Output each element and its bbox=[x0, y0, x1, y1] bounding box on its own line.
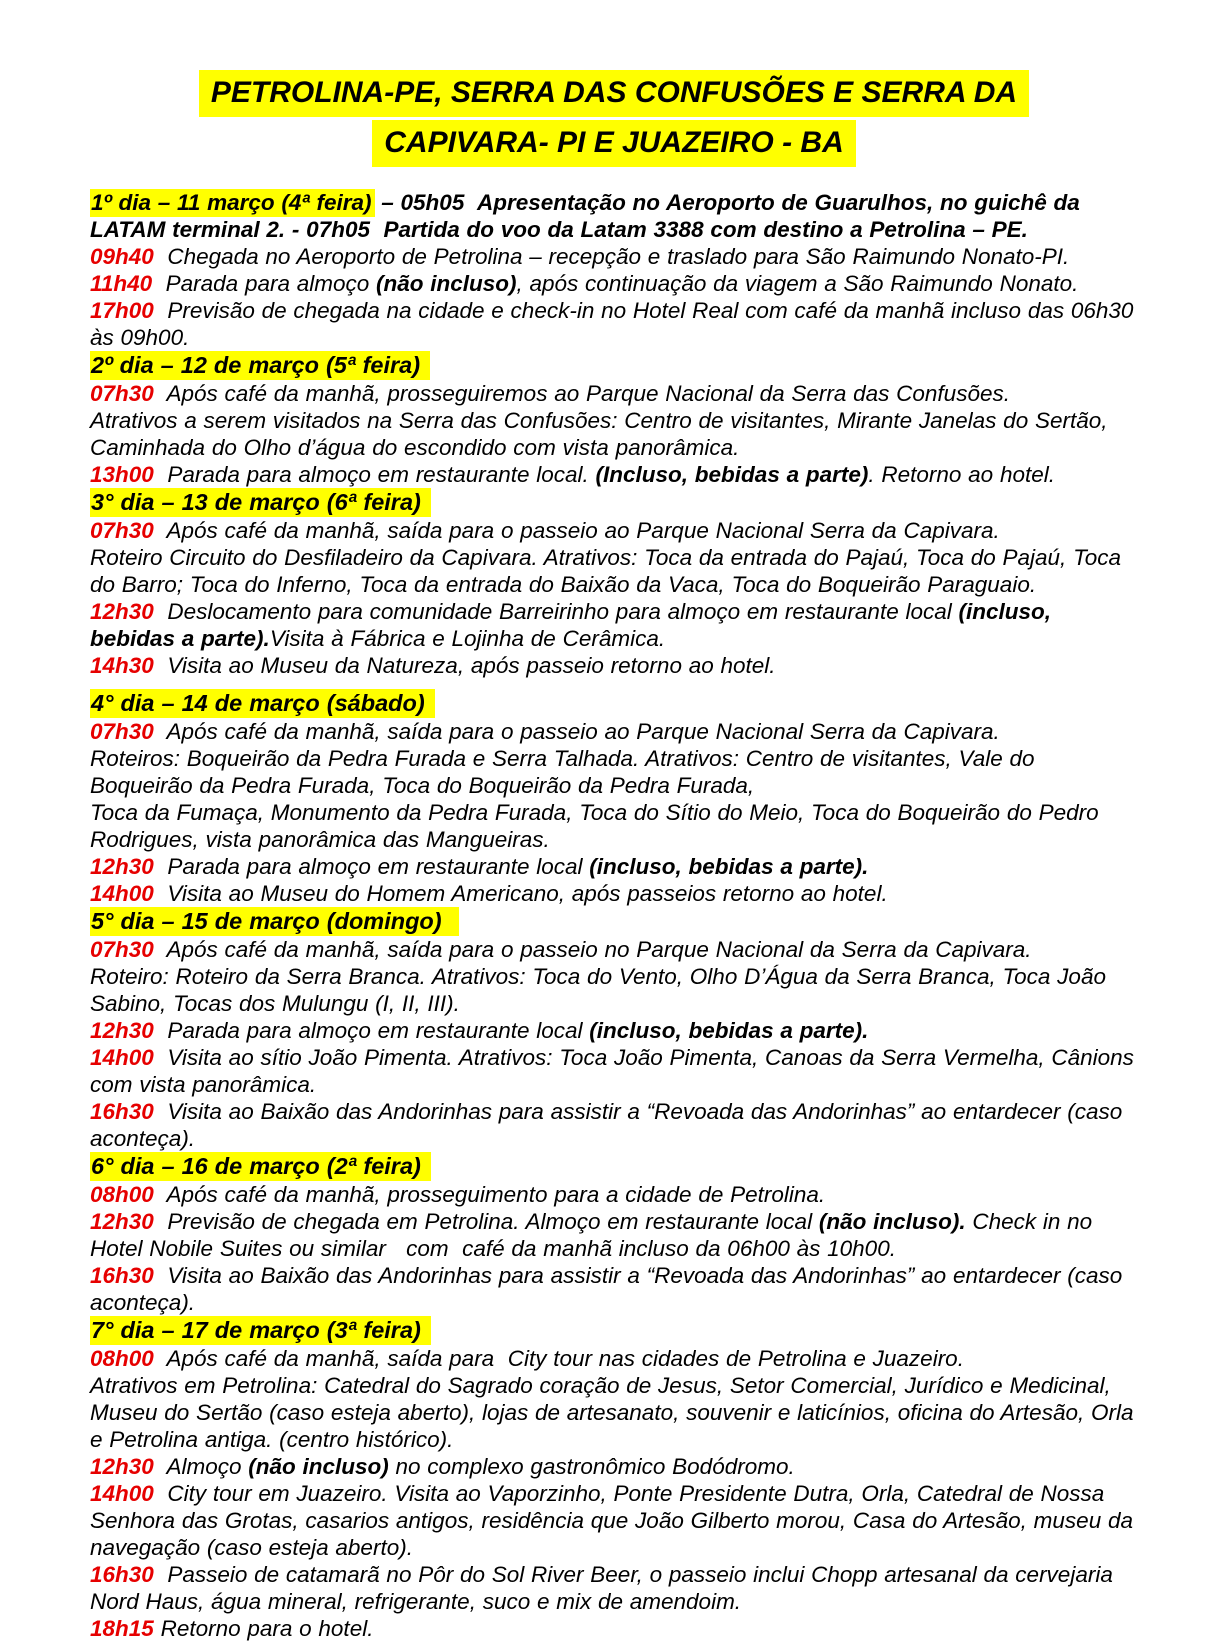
day-header-label: 5° dia – 15 de março (domingo) bbox=[90, 907, 459, 936]
time-label: 12h30 bbox=[90, 599, 154, 624]
time-label: 12h30 bbox=[90, 1018, 154, 1043]
body-text: Previsão de chegada na cidade e check-in no Hotel Real com café da manhã incluso das 06h30 às 09h00. bbox=[90, 298, 1141, 350]
body-text: Toca da Fumaça, Monumento da Pedra Furada, Toca do Sítio do Meio, Toca do Boqueirão do Pedro Rodrigues, vista panorâmica das Mangueiras. bbox=[90, 800, 1106, 852]
body-text: Após café da manhã, saída para o passeio ao Parque Nacional Serra da Capivara. bbox=[153, 719, 1000, 744]
time-label: 14h00 bbox=[90, 1045, 154, 1070]
time-entry bbox=[90, 1615, 1142, 1642]
body-text: Almoço bbox=[153, 1454, 249, 1479]
body-text: Chegada no Aeroporto de Petrolina – recepção e traslado para São Raimundo Nonato-PI. bbox=[153, 244, 1070, 269]
bold-note: (não incluso). bbox=[818, 1209, 966, 1234]
time-entry bbox=[90, 243, 1142, 270]
body-text: , após continuação da viagem a São Raimundo Nonato. bbox=[516, 271, 1079, 296]
time-entry bbox=[90, 1262, 1142, 1316]
time-label: 17h00 bbox=[90, 298, 154, 323]
body-text: Parada para almoço em restaurante local bbox=[153, 1018, 590, 1043]
continuation bbox=[90, 963, 1142, 1017]
body-text: Retorno para o hotel. bbox=[153, 1616, 374, 1641]
title-line-2: CAPIVARA- PI E JUAZEIRO - BA bbox=[372, 120, 855, 167]
time-entry bbox=[90, 517, 1142, 544]
time-label: 12h30 bbox=[90, 1454, 154, 1479]
body-text: Parada para almoço bbox=[152, 271, 377, 296]
body-text: Visita ao Museu do Homem Americano, após passeios retorno ao hotel. bbox=[153, 881, 888, 906]
time-label: 08h00 bbox=[90, 1182, 154, 1207]
time-entry bbox=[90, 1098, 1142, 1152]
continuation bbox=[90, 1372, 1142, 1453]
time-entry bbox=[90, 297, 1142, 351]
body-text: Roteiro: Roteiro da Serra Branca. Atrativos: Toca do Vento, Olho D’Água da Serra Branca, Toca João Sabino, Tocas dos Mulungu (I, II, III). bbox=[90, 964, 1113, 1016]
body-text: Parada para almoço em restaurante local. bbox=[153, 462, 596, 487]
time-label: 07h30 bbox=[90, 719, 154, 744]
continuation bbox=[90, 544, 1142, 598]
bold-note: (incluso, bebidas a parte). bbox=[589, 854, 869, 879]
body-text: Parada para almoço em restaurante local bbox=[153, 854, 590, 879]
time-entry bbox=[90, 1017, 1142, 1044]
time-entry bbox=[90, 1044, 1142, 1098]
time-entry bbox=[90, 1453, 1142, 1480]
body-text: Visita ao Baixão das Andorinhas para assistir a “Revoada das Andorinhas” ao entardecer (caso aconteça). bbox=[90, 1263, 1130, 1315]
bold-note: (não incluso) bbox=[248, 1454, 389, 1479]
time-label: 16h30 bbox=[90, 1263, 154, 1288]
body-text: Visita ao sítio João Pimenta. Atrativos: Toca João Pimenta, Canoas da Serra Vermelha, Cânions com vista panorâmica. bbox=[90, 1045, 1141, 1097]
time-entry bbox=[90, 380, 1142, 407]
bold-note: (Incluso, bebidas a parte) bbox=[595, 462, 869, 487]
day-header-label: 2º dia – 12 de março (5ª feira) bbox=[90, 351, 430, 380]
time-entry bbox=[90, 598, 1142, 652]
bold-note: – 05h05 Apresentação no Aeroporto de Guarulhos, no guichê da LATAM terminal 2. - 07h05 Partida do voo da Latam 3388 com destino a Petrolina – PE. bbox=[90, 190, 1087, 242]
time-label: 14h00 bbox=[90, 881, 154, 906]
time-entry bbox=[90, 880, 1142, 907]
time-label: 16h30 bbox=[90, 1099, 154, 1124]
body-text: . Retorno ao hotel. bbox=[868, 462, 1055, 487]
body-text: Após café da manhã, prosseguimento para a cidade de Petrolina. bbox=[153, 1182, 826, 1207]
time-label: 07h30 bbox=[90, 518, 154, 543]
continuation bbox=[90, 799, 1142, 853]
time-entry bbox=[90, 652, 1142, 679]
day-header bbox=[90, 488, 1142, 517]
time-label: 12h30 bbox=[90, 854, 154, 879]
day-header-label: 4° dia – 14 de março (sábado) bbox=[90, 689, 435, 718]
day-header-label: 6° dia – 16 de março (2ª feira) bbox=[90, 1152, 431, 1181]
body-text: Previsão de chegada em Petrolina. Almoço em restaurante local bbox=[153, 1209, 819, 1234]
time-label: 07h30 bbox=[90, 381, 154, 406]
body-text: Passeio de catamarã no Pôr do Sol River Beer, o passeio inclui Chopp artesanal da cervejaria Nord Haus, água mineral, refrigerante, suco e mix de amendoim. bbox=[90, 1562, 1120, 1614]
body-text: Roteiros: Boqueirão da Pedra Furada e Serra Talhada. Atrativos: Centro de visitantes, Vale do Boqueirão da Pedra Furada, Toca do Boqueirão da Pedra Furada, bbox=[90, 746, 1042, 798]
body-text: Roteiro Circuito do Desfiladeiro da Capivara. Atrativos: Toca da entrada do Pajaú, Toca do Pajaú, Toca do Barro; Toca do Inferno, Toca da entrada do Baixão da Vaca, Toca do Boqueirão Paraguaio. bbox=[90, 545, 1128, 597]
time-label: 09h40 bbox=[90, 244, 154, 269]
time-entry bbox=[90, 270, 1142, 297]
time-entry bbox=[90, 1208, 1142, 1262]
bold-note: (incluso, bebidas a parte). bbox=[90, 599, 1058, 651]
time-label: 08h00 bbox=[90, 1346, 154, 1371]
day-header bbox=[90, 907, 1142, 936]
time-entry bbox=[90, 853, 1142, 880]
day-header bbox=[90, 351, 1142, 380]
body-text: Deslocamento para comunidade Barreirinho para almoço em restaurante local bbox=[153, 599, 959, 624]
continuation bbox=[90, 407, 1142, 461]
continuation bbox=[90, 745, 1142, 799]
body-text: Visita ao Baixão das Andorinhas para assistir a “Revoada das Andorinhas” ao entardecer (caso aconteça). bbox=[90, 1099, 1130, 1151]
bold-note: (incluso, bebidas a parte). bbox=[589, 1018, 869, 1043]
day-header bbox=[90, 1316, 1142, 1345]
day-header-label: 3° dia – 13 de março (6ª feira) bbox=[90, 488, 431, 517]
body-text: Atrativos em Petrolina: Catedral do Sagrado coração de Jesus, Setor Comercial, Jurídico e Medicinal, Museu do Sertão (caso esteja aberto), lojas de artesanato, souvenir e laticínios, oficina do Artesão, Orla e Petrolina antiga. (centro histórico). bbox=[90, 1373, 1141, 1452]
body-text: Visita ao Museu da Natureza, após passeio retorno ao hotel. bbox=[153, 653, 776, 678]
time-entry bbox=[90, 936, 1142, 963]
time-label: 18h15 bbox=[90, 1616, 154, 1641]
day-header-label: 1º dia – 11 março (4ª feira) bbox=[90, 189, 375, 217]
body-text: City tour em Juazeiro. Visita ao Vaporzinho, Ponte Presidente Dutra, Orla, Catedral de Nossa Senhora das Grotas, casarios antigos, residência que João Gilberto morou, Casa do Artesão, museu da navegação (caso esteja aberto). bbox=[90, 1481, 1140, 1560]
time-entry bbox=[90, 1345, 1142, 1372]
body-text: Após café da manhã, saída para o passeio no Parque Nacional da Serra da Capivara. bbox=[153, 937, 1032, 962]
body-text: Após café da manhã, saída para o passeio ao Parque Nacional Serra da Capivara. bbox=[153, 518, 1000, 543]
body-text: Check in no Hotel Nobile Suites ou similar com café da manhã incluso da 06h00 às 10h00. bbox=[90, 1209, 1099, 1261]
body-text: Visita à Fábrica e Lojinha de Cerâmica. bbox=[269, 626, 666, 651]
body-text: Atrativos a serem visitados na Serra das Confusões: Centro de visitantes, Mirante Janelas do Sertão, Caminhada do Olho d’água do escondido com vista panorâmica. bbox=[90, 408, 1115, 460]
itinerary-body bbox=[0, 189, 1228, 1642]
time-label: 13h00 bbox=[90, 462, 154, 487]
time-label: 16h30 bbox=[90, 1562, 154, 1587]
body-text: Após café da manhã, saída para City tour nas cidades de Petrolina e Juazeiro. bbox=[153, 1346, 964, 1371]
body-text: Após café da manhã, prosseguiremos ao Parque Nacional da Serra das Confusões. bbox=[153, 381, 1010, 406]
time-entry bbox=[90, 461, 1142, 488]
bold-note: (não incluso) bbox=[376, 271, 517, 296]
day-header-label: 7° dia – 17 de março (3ª feira) bbox=[90, 1316, 431, 1345]
time-label: 07h30 bbox=[90, 937, 154, 962]
time-label: 11h40 bbox=[90, 271, 153, 296]
title-line-1: PETROLINA-PE, SERRA DAS CONFUSÕES E SERRA DA bbox=[199, 70, 1029, 117]
document-title bbox=[0, 0, 1228, 167]
time-label: 14h30 bbox=[90, 653, 154, 678]
time-label: 14h00 bbox=[90, 1481, 154, 1506]
time-entry bbox=[90, 718, 1142, 745]
day-intro bbox=[90, 189, 1142, 243]
time-entry bbox=[90, 1181, 1142, 1208]
day-header bbox=[90, 1152, 1142, 1181]
day-header bbox=[90, 689, 1142, 718]
body-text: no complexo gastronômico Bodódromo. bbox=[388, 1454, 795, 1479]
time-entry bbox=[90, 1480, 1142, 1561]
time-label: 12h30 bbox=[90, 1209, 154, 1234]
time-entry bbox=[90, 1561, 1142, 1615]
